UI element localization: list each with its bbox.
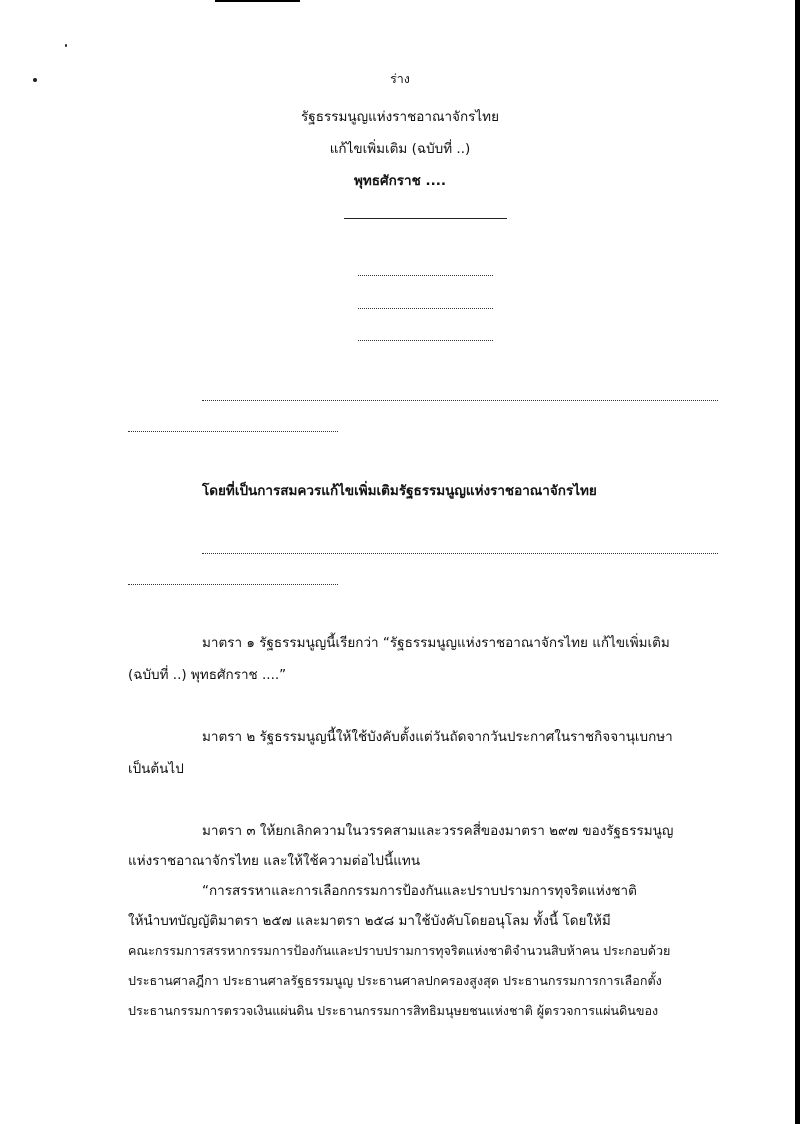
quoted-text-line-5: ประธานกรรมการตรวจเงินแผ่นดิน ประธานกรรมการสิทธิมนุษยชนแห่งชาติ ผู้ตรวจการแผ่นดินของ: [128, 1003, 659, 1018]
quoted-text-line-4: ประธานศาลฎีกา ประธานศาลรัฐธรรมนูญ ประธานศาลปกครองสูงสุด ประธานกรรมการการเลือกตั้ง: [128, 973, 662, 988]
section-3-line-1: มาตรา ๓ ให้ยกเลิกความในวรรคสามและวรรคสี่ของมาตรา ๒๙๗ ของรัฐธรรมนูญ: [202, 823, 674, 839]
scan-edge-right: [795, 0, 800, 1124]
section-1-line-2: (ฉบับที่ ..) พุทธศักราช ....”: [128, 667, 287, 683]
section-2-line-2: เป็นต้นไป: [128, 761, 184, 777]
placeholder-line: [358, 275, 493, 276]
fill-line: [128, 431, 338, 432]
fill-line: [128, 584, 338, 585]
section-3-line-2: แห่งราชอาณาจักรไทย และให้ใช้ความต่อไปนี้แทน: [128, 853, 421, 869]
quoted-text-line-3: คณะกรรมการสรรหากรรมการป้องกันและปราบปรามการทุจริตแห่งชาติจำนวนสิบห้าคน ประกอบด้วย: [128, 943, 671, 958]
quoted-text-line-2: ให้นำบทบัญญัติมาตรา ๒๕๗ และมาตรา ๒๕๘ มาใช้บังคับโดยอนุโลม ทั้งนี้ โดยให้มี: [128, 913, 611, 929]
title-line-1: รัฐธรรมนูญแห่งราชอาณาจักรไทย: [301, 109, 499, 125]
title-underline: [344, 218, 507, 219]
placeholder-line: [358, 308, 493, 309]
placeholder-line: [358, 340, 493, 341]
section-1-line-1: มาตรา ๑ รัฐธรรมนูญนี้เรียกว่า “รัฐธรรมนูญแห่งราชอาณาจักรไทย แก้ไขเพิ่มเติม: [202, 635, 670, 651]
preamble-reason: โดยที่เป็นการสมควรแก้ไขเพิ่มเติมรัฐธรรมนูญแห่งราชอาณาจักรไทย: [202, 483, 597, 499]
scan-edge-top: [215, 0, 300, 2]
scan-speck: [65, 44, 67, 47]
title-line-3: พุทธศักราช ....: [354, 173, 446, 189]
fill-line: [202, 400, 718, 401]
draft-label: ร่าง: [390, 71, 410, 86]
section-2-line-1: มาตรา ๒ รัฐธรรมนูญนี้ให้ใช้บังคับตั้งแต่วันถัดจากวันประกาศในราชกิจจานุเบกษา: [202, 729, 673, 745]
title-line-2: แก้ไขเพิ่มเติม (ฉบับที่ ..): [329, 141, 471, 157]
fill-line: [202, 553, 718, 554]
quoted-text-line-1: “การสรรหาและการเลือกกรรมการป้องกันและปราบปรามการทุจริตแห่งชาติ: [202, 883, 637, 899]
